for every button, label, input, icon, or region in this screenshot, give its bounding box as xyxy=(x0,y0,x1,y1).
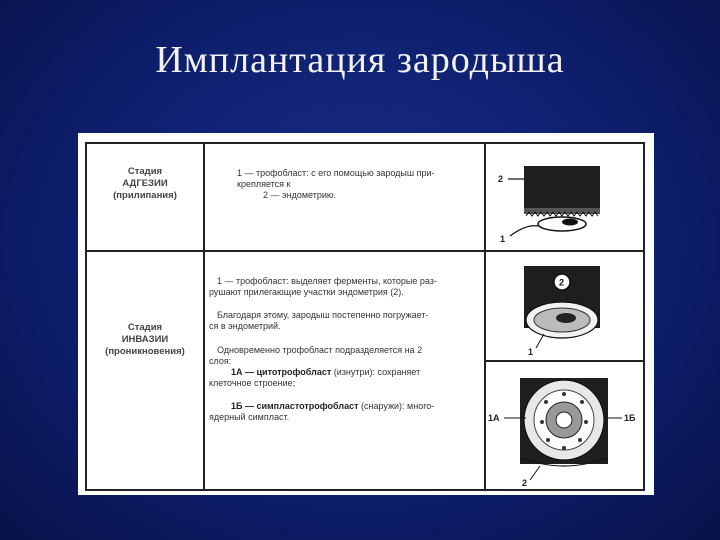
trophoblast-layers-illustration xyxy=(486,362,643,490)
invasion-illustration xyxy=(486,252,643,359)
slide-title: Имплантация зародыша xyxy=(155,39,565,81)
text-line: 1 — трофобласт: с его помощью зародыш при- xyxy=(237,168,435,178)
stage-word: Стадия xyxy=(127,322,163,333)
stage-word: Стадия xyxy=(127,166,163,177)
stage-invasion xyxy=(87,322,203,358)
term-description: (снаружи): много- xyxy=(358,401,435,411)
term-description: (изнутри): сохраняет xyxy=(331,367,421,377)
invasion-description xyxy=(209,276,481,423)
text-line: ядерный симпласт. xyxy=(209,412,290,422)
paragraph-enzymes xyxy=(209,276,481,298)
figure-label-1b: 1Б xyxy=(624,413,636,423)
figure-label-2: 2 xyxy=(559,277,565,288)
paragraph-submerge xyxy=(209,310,481,332)
text-line: Одновременно трофобласт подразделяется на 2 xyxy=(217,345,423,355)
content-panel xyxy=(78,133,654,495)
implantation-table xyxy=(85,142,645,491)
figure-label-2: 2 xyxy=(498,174,504,184)
figure-label-1a: 1А xyxy=(488,413,500,423)
text-line: клеточное строение; xyxy=(209,378,296,388)
adhesion-illustration xyxy=(486,144,643,249)
text-line: ся в эндометрий. xyxy=(209,321,281,331)
layer-item-cytotrophoblast xyxy=(209,367,481,378)
term-cytotrophoblast: 1А — цитотрофобласт xyxy=(231,367,332,377)
layer-item-syncytiotrophoblast xyxy=(209,401,481,412)
stage-name: АДГЕЗИИ xyxy=(122,178,168,189)
paragraph-layers xyxy=(209,345,481,423)
stage-name: ИНВАЗИИ xyxy=(121,334,169,345)
stage-adhesion xyxy=(87,166,203,202)
figure-label-2: 2 xyxy=(522,478,528,488)
column-divider xyxy=(203,144,205,489)
figure-label-1: 1 xyxy=(528,347,534,357)
text-line: крепляется к xyxy=(237,179,291,189)
figure-label-1: 1 xyxy=(500,234,506,244)
text-line: 1 — трофобласт: выделяет ферменты, которые раз- xyxy=(217,276,437,286)
text-line: Благодаря этому, зародыш постепенно погружает- xyxy=(217,310,429,320)
text-line: рушают прилегающие участки эндометрия (2). xyxy=(209,287,404,297)
adhesion-description xyxy=(237,168,434,201)
stage-translation: (проникновения) xyxy=(105,346,185,357)
text-line: 2 — эндометрию. xyxy=(263,190,337,200)
text-line: слоя: xyxy=(209,356,232,366)
term-syncytiotrophoblast: 1Б — симпластотрофобласт xyxy=(231,401,359,411)
stage-translation: (прилипания) xyxy=(113,190,177,201)
